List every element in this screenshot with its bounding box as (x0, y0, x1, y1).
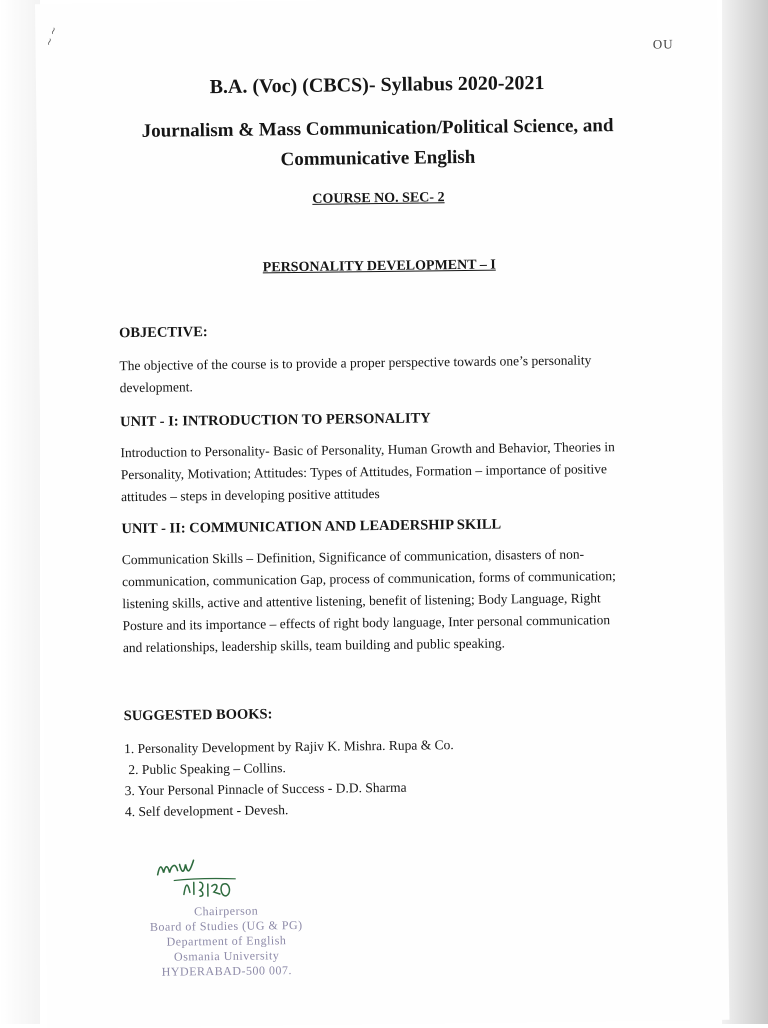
objective-heading: OBJECTIVE: (118, 324, 208, 342)
stamp-line: HYDERABAD-500 007. (161, 963, 293, 979)
unit-1-heading: UNIT - I: INTRODUCTION TO PERSONALITY (120, 410, 431, 431)
handwritten-signature (153, 851, 264, 904)
course-title: PERSONALITY DEVELOPMENT – I (262, 257, 496, 276)
corner-mark: OU (652, 36, 674, 52)
chairperson-stamp (126, 903, 327, 980)
stamp-line: Board of Studies (UG & PG) (149, 917, 303, 934)
book-item: 3. Your Personal Pinnacle of Success - D.D. Sharma (124, 779, 407, 799)
unit-2-heading: UNIT - II: COMMUNICATION AND LEADERSHIP SKILL (121, 516, 502, 538)
corner-scribble: ~ ~ (43, 25, 61, 48)
scan-left-margin (0, 0, 40, 1024)
document-page (35, 0, 729, 1028)
document-title: B.A. (Voc) (CBCS)- Syllabus 2020-2021 (209, 71, 545, 99)
books-heading: SUGGESTED BOOKS: (123, 706, 273, 725)
book-item: 2. Public Speaking – Collins. (128, 760, 286, 778)
stamp-line: Chairperson (193, 903, 259, 919)
book-item: 4. Self development - Devesh. (124, 802, 289, 820)
course-number: COURSE NO. SEC- 2 (312, 190, 445, 207)
subtitle-line-1: Journalism & Mass Communication/Political Science, and (141, 115, 614, 142)
book-list (124, 734, 455, 822)
unit-1-text: Introduction to Personality- Basic of Personality, Human Growth and Behavior, Theories in Personality, Motivation; Attitudes: Types of Attitudes, Formation – importance of positive attitudes – steps in developing positive attitudes (120, 439, 615, 505)
unit-2-text: Communication Skills – Definition, Significance of communication, disasters of non-communication, communication Gap, process of communication, forms of communication; listening skills, active and attentive listening, benefit of listening; Body Language, Right Posture and its importance – effects of right body language, Inter personal communication and relationships, leadership skills, team building and public speaking. (121, 546, 616, 656)
stamp-line: Osmania University (173, 948, 280, 964)
subtitle-line-2: Communicative English (280, 146, 476, 171)
book-item: 1. Personality Development by Rajiv K. Mishra. Rupa & Co. (124, 737, 454, 757)
objective-text: The objective of the course is to provide a proper perspective towards one’s personality development. (119, 352, 592, 396)
stamp-line: Department of English (166, 933, 287, 949)
scan-right-shadow (722, 0, 768, 1024)
